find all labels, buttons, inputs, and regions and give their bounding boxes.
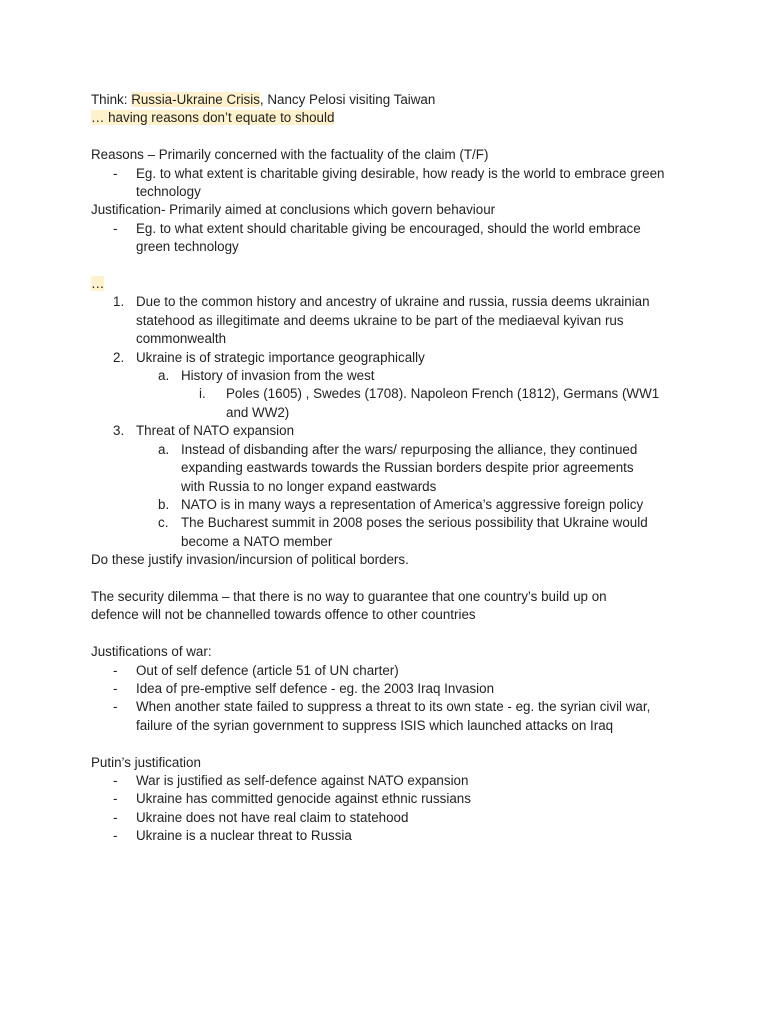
putin-heading: Putin’s justification [91, 754, 201, 770]
list-item [91, 827, 666, 845]
dash-marker: - [113, 791, 118, 807]
numbered-item-3a: Instead of disbanding after the wars/ repurposing the alliance, they continued expanding eastwards towards the Russian borders despite prior agreements with Russia to no longer expand eastwards [181, 441, 638, 494]
list-item [91, 698, 666, 735]
number-marker: 3. [113, 423, 125, 439]
think-line [91, 91, 691, 109]
list-item [91, 662, 666, 680]
letter-marker: b. [158, 496, 170, 512]
reasons-heading: Reasons – Primarily concerned with the factuality of the claim (T/F) [91, 147, 489, 163]
numbered-item-2: Ukraine is of strategic importance geographically [136, 349, 425, 365]
numbered-item-1: Due to the common history and ancestry of ukraine and russia, russia deems ukrainian statehood as illegitimate and deems ukraine to be part of the mediaeval kyivan rus commonwealth [136, 294, 650, 347]
think-prefix: Think: [91, 92, 132, 107]
list-item [91, 514, 661, 551]
list-item [91, 790, 666, 808]
war-item-1: Idea of pre-emptive self defence - eg. the 2003 Iraq Invasion [136, 680, 495, 696]
war-heading: Justifications of war: [91, 644, 212, 660]
putin-item-3: Ukraine is a nuclear threat to Russia [136, 828, 352, 844]
letter-marker: c. [158, 515, 169, 531]
having-reasons-note: … having reasons don’t equate to should [91, 110, 335, 126]
dash-marker: - [113, 220, 118, 236]
dash-marker: - [113, 809, 118, 825]
putin-item-2: Ukraine does not have real claim to statehood [136, 809, 409, 825]
letter-marker: a. [158, 368, 170, 384]
list-item [91, 809, 666, 827]
putin-item-0: War is justified as self-defence against NATO expansion [136, 772, 469, 788]
list-item [91, 385, 666, 422]
list-item [91, 441, 661, 496]
numbered-item-2ai: Poles (1605) , Swedes (1708). Napoleon French (1812), Germans (WW1 and WW2) [226, 386, 660, 420]
list-item [91, 422, 676, 440]
justification-item-0: Eg. to what extent should charitable giving be encouraged, should the world embrace green technology [136, 220, 641, 255]
highlighted-topic: Russia-Ukraine Crisis [131, 92, 260, 107]
document-page [91, 91, 691, 846]
ellipsis-marker: … [91, 276, 105, 292]
numbered-item-2a: History of invasion from the west [181, 368, 375, 384]
think-suffix: , Nancy Pelosi visiting Taiwan [259, 92, 436, 107]
dash-marker: - [113, 772, 118, 788]
justify-question: Do these justify invasion/incursion of political borders. [91, 552, 409, 568]
dash-marker: - [113, 828, 118, 844]
numbered-item-3b: NATO is in many ways a representation of America’s aggressive foreign policy [181, 496, 644, 512]
war-item-0: Out of self defence (article 51 of UN charter) [136, 662, 399, 678]
numbered-item-3c: The Bucharest summit in 2008 poses the serious possibility that Ukraine would become a NATO member [181, 515, 648, 549]
list-item [91, 165, 666, 202]
dash-marker: - [113, 165, 118, 181]
security-dilemma-paragraph: The security dilemma – that there is no way to guarantee that one country’s build up on defence will not be channelled towards offence to other countries [91, 588, 607, 623]
justification-heading: Justification- Primarily aimed at conclusions which govern behaviour [91, 202, 496, 218]
list-item [91, 349, 676, 367]
list-item [91, 772, 666, 790]
putin-item-1: Ukraine has committed genocide against ethnic russians [136, 791, 471, 807]
dash-marker: - [113, 680, 118, 696]
dash-marker: - [113, 699, 118, 715]
number-marker: 2. [113, 349, 125, 365]
roman-marker: i. [199, 386, 206, 402]
list-item [91, 367, 661, 385]
list-item [91, 680, 666, 698]
letter-marker: a. [158, 441, 170, 457]
number-marker: 1. [113, 294, 125, 310]
list-item [91, 293, 676, 348]
numbered-item-3: Threat of NATO expansion [136, 423, 295, 439]
dash-marker: - [113, 662, 118, 678]
reasons-item-0: Eg. to what extent is charitable giving desirable, how ready is the world to embrace green technology [136, 165, 665, 200]
list-item [91, 496, 661, 514]
list-item [91, 220, 666, 257]
war-item-2: When another state failed to suppress a threat to its own state - eg. the syrian civil war, failure of the syrian government to suppress ISIS which launched attacks on Iraq [136, 699, 651, 733]
